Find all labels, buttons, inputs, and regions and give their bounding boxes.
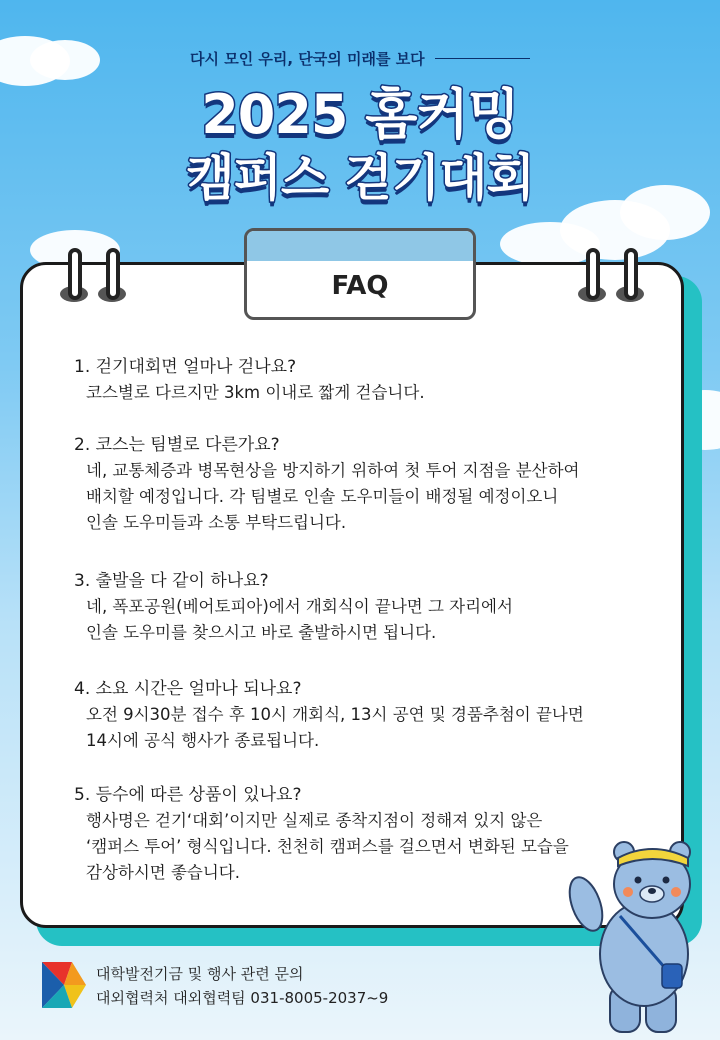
footer-line: 대외협력처 대외협력팀 031-8005-2037~9 xyxy=(96,989,389,1007)
page-title-line1: 2025 홈커밍 xyxy=(201,83,519,146)
faq-question: 5. 등수에 따른 상품이 있나요? xyxy=(74,785,302,805)
faq-answer-line: 배치할 예정입니다. 각 팀별로 인솔 도우미들이 배정될 예정이오니 xyxy=(86,487,559,506)
faq-answer-line: 코스별로 다르지만 3km 이내로 짧게 걷습니다. xyxy=(86,383,425,402)
faq-tab xyxy=(244,228,476,320)
bear-mascot-icon xyxy=(562,836,712,1036)
tagline-divider xyxy=(435,58,530,59)
binder-ring-icon xyxy=(586,248,600,300)
binder-ring-icon xyxy=(68,248,82,300)
binder-ring-icon xyxy=(624,248,638,300)
faq-item xyxy=(74,432,674,536)
cloud xyxy=(500,222,600,266)
faq-tab-header xyxy=(247,231,473,261)
faq-answer-line: 인솔 도우미를 찾으시고 바로 출발하시면 됩니다. xyxy=(86,623,437,642)
faq-answer-line: 행사명은 걷기‘대회’이지만 실제로 종착지점이 정해져 있지 않은 xyxy=(86,811,543,830)
faq-question: 3. 출발을 다 같이 하나요? xyxy=(74,571,269,591)
university-logo-icon xyxy=(42,962,86,1008)
footer-line: 대학발전기금 및 행사 관련 문의 xyxy=(96,965,304,983)
footer-contact xyxy=(96,962,388,1010)
faq-answer-line: 인솔 도우미들과 소통 부탁드립니다. xyxy=(86,513,347,532)
faq-item xyxy=(74,354,674,406)
tagline-row xyxy=(190,46,530,70)
faq-question: 2. 코스는 팀별로 다른가요? xyxy=(74,435,280,455)
faq-item xyxy=(74,676,674,754)
faq-answer-line: ‘캠퍼스 투어’ 형식입니다. 천천히 캠퍼스를 걸으면서 변화된 모습을 xyxy=(86,837,569,856)
faq-answer-line: 네, 폭포공원(베어토피아)에서 개회식이 끝나면 그 자리에서 xyxy=(86,597,513,616)
page-title-line2: 캠퍼스 걷기대회 xyxy=(186,149,534,207)
faq-tab-label: FAQ xyxy=(331,271,389,301)
faq-question: 4. 소요 시간은 얼마나 되나요? xyxy=(74,679,302,699)
faq-answer-line: 오전 9시30분 접수 후 10시 개회식, 13시 공연 및 경품추첨이 끝나면 xyxy=(86,705,584,724)
tagline: 다시 모인 우리, 단국의 미래를 보다 xyxy=(190,49,425,68)
faq-answer-line: 14시에 공식 행사가 종료됩니다. xyxy=(86,731,320,750)
faq-answer-line: 네, 교통체증과 병목현상을 방지하기 위하여 첫 투어 지점을 분산하여 xyxy=(86,461,580,480)
faq-item xyxy=(74,568,674,646)
faq-question: 1. 걷기대회면 얼마나 걷나요? xyxy=(74,357,297,377)
binder-ring-icon xyxy=(106,248,120,300)
faq-answer-line: 감상하시면 좋습니다. xyxy=(86,863,240,882)
